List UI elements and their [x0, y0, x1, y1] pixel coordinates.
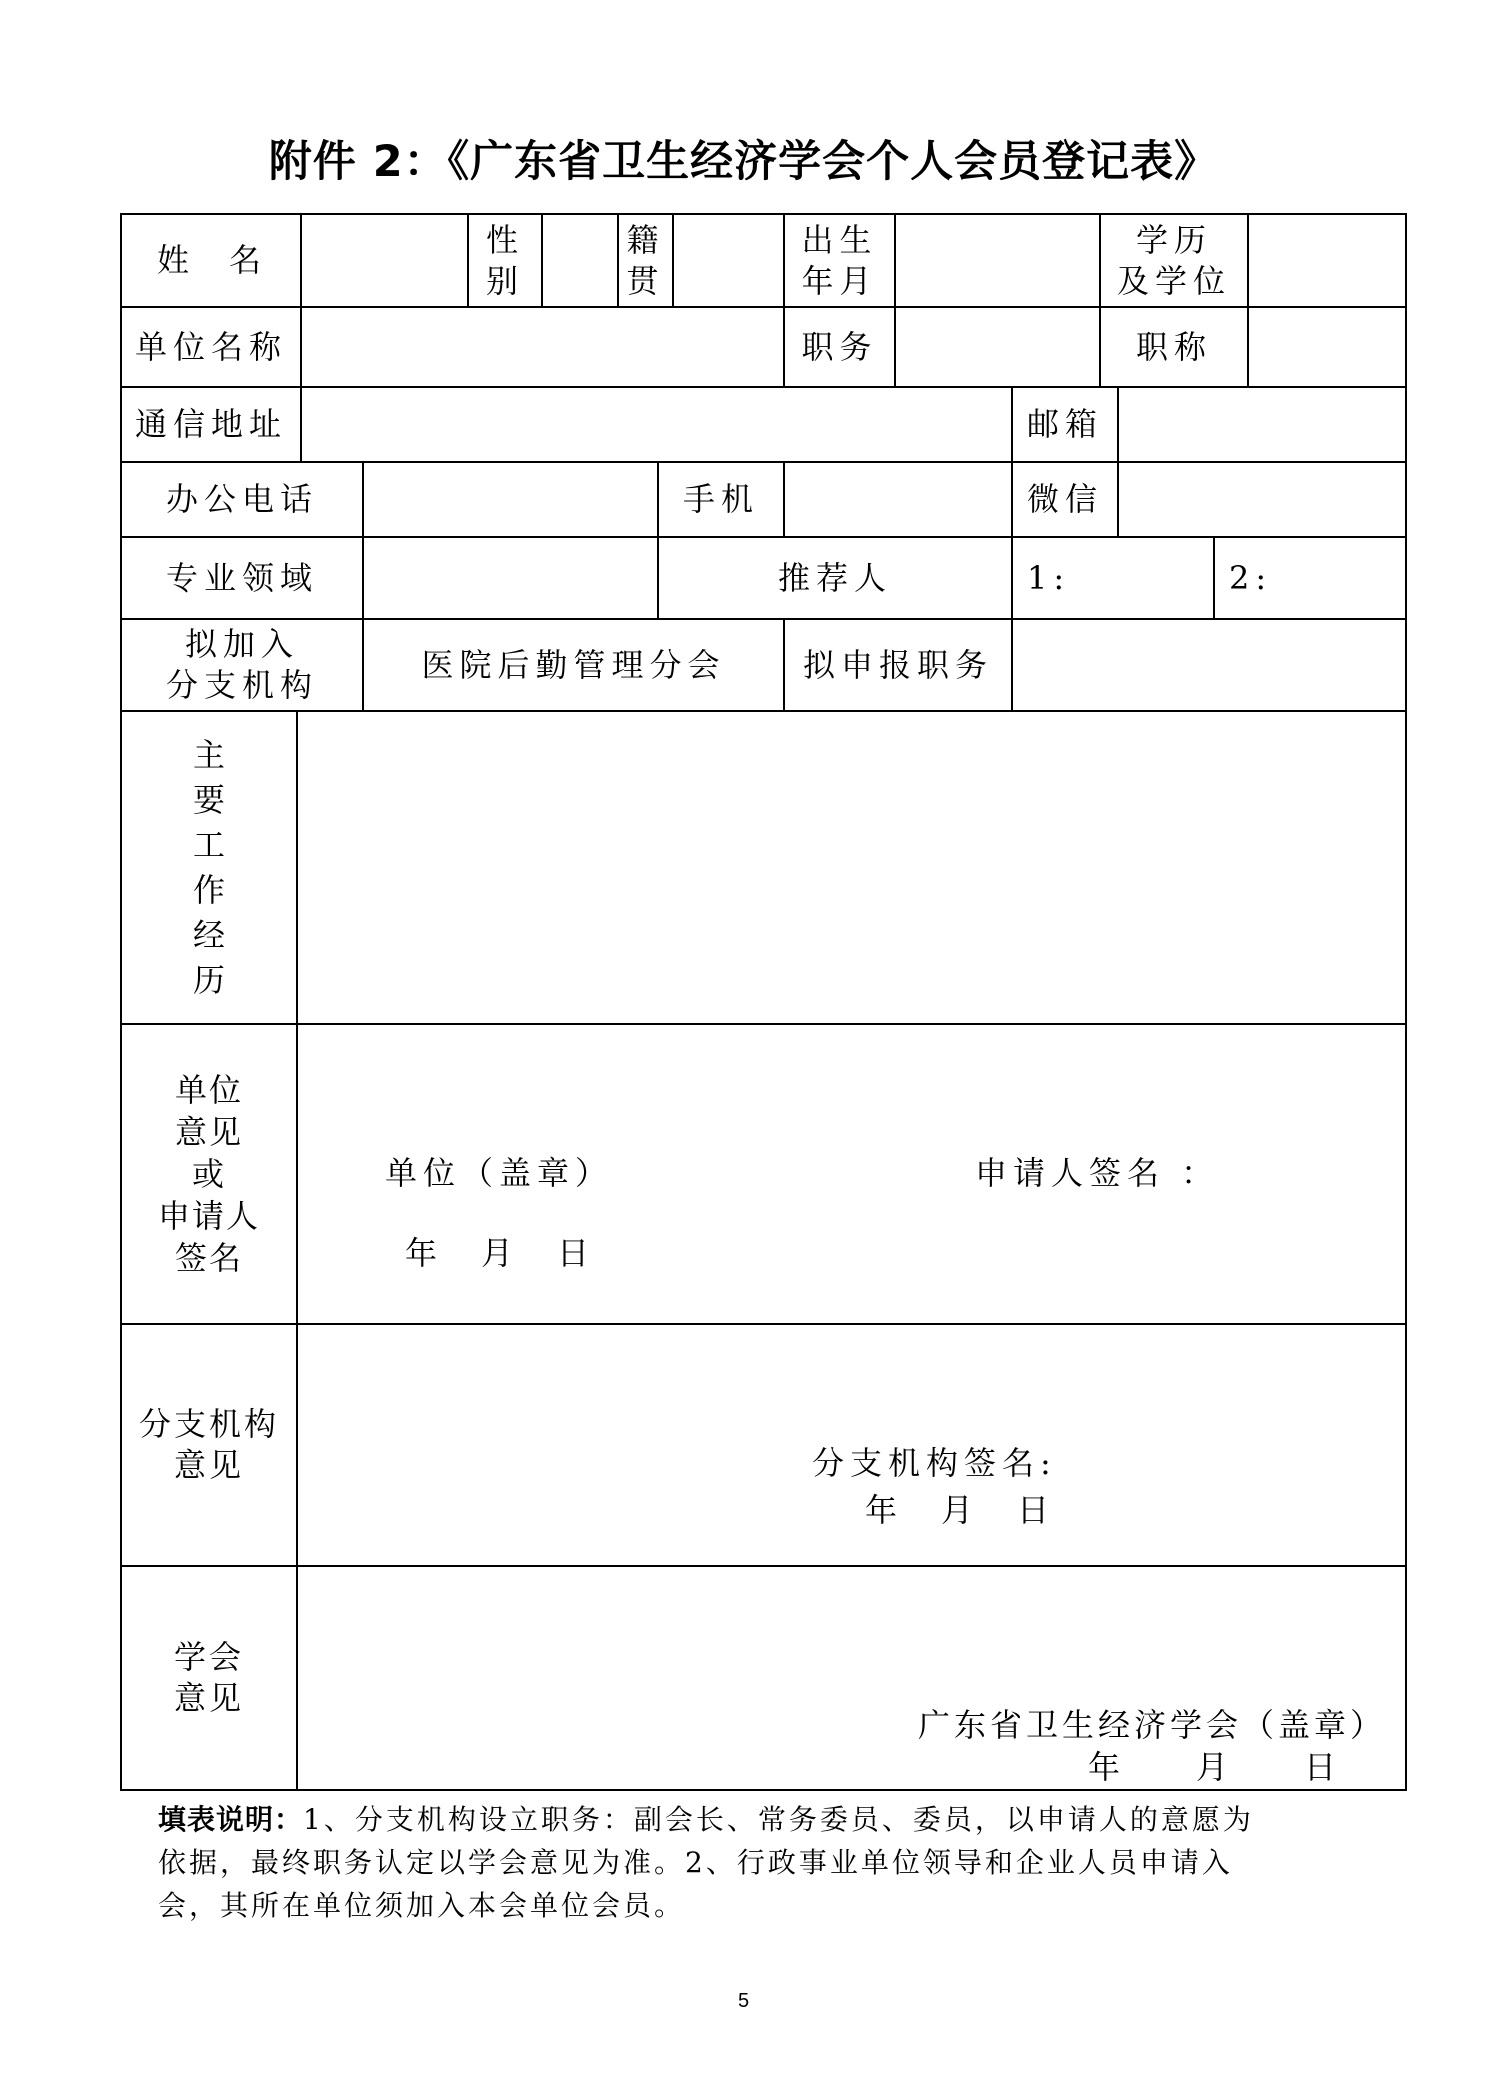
- unit-opinion-label: 单位 意见 或 申请人 签名: [157, 1071, 260, 1277]
- branch-date-text: 年 月 日: [865, 1491, 1056, 1529]
- unit-date-text: 年 月 日: [405, 1234, 596, 1272]
- birth-label: 出生 年月: [801, 220, 878, 300]
- title-rank-input[interactable]: [1249, 308, 1405, 386]
- applicant-sign-text: 申请人签名 ：: [975, 1154, 1220, 1192]
- society-opinion-label: 学会 意见: [173, 1638, 244, 1717]
- society-date-text: 年 月 日: [1088, 1748, 1341, 1786]
- gender-input[interactable]: [543, 215, 617, 306]
- rule-right: [1405, 213, 1407, 1791]
- address-input[interactable]: [302, 388, 1011, 461]
- branch-label: 拟加入 分支机构: [165, 625, 318, 704]
- fill-instructions: [158, 1798, 1268, 1927]
- unit-seal-text: 单位（盖章）: [385, 1154, 614, 1192]
- rule-row8: [120, 1323, 1407, 1325]
- native-place-label: 籍 贯: [626, 220, 665, 300]
- office-phone-input[interactable]: [364, 463, 657, 536]
- experience-label: 主 要 工 作 经 历: [192, 736, 225, 999]
- registration-form: [120, 213, 1407, 1791]
- gender-label: 性 别: [485, 220, 524, 300]
- society-seal-text: 广东省卫生经济学会（盖章）: [918, 1706, 1387, 1744]
- branch-opinion-label: 分支机构 意见: [138, 1405, 279, 1484]
- notes-body: 1、分支机构设立职务：副会长、常务委员、委员，以申请人的意愿为依据，最终职务认定以学会意见为准。2、行政事业单位领导和企业人员申请入会，其所在单位须加入本会单位会员。: [158, 1803, 1254, 1922]
- address-label: 通信地址: [134, 405, 287, 443]
- unit-input[interactable]: [302, 308, 783, 386]
- education-label: 学历 及学位: [1116, 220, 1231, 300]
- branch-sign-text: 分支机构签名:: [812, 1444, 1057, 1482]
- field-input[interactable]: [364, 538, 657, 618]
- birth-input[interactable]: [896, 215, 1099, 306]
- experience-input[interactable]: [298, 712, 1405, 1023]
- recommender-label: 推荐人: [777, 558, 892, 597]
- form-title: 附件 2：《广东省卫生经济学会个人会员登记表》: [268, 137, 1219, 187]
- rule-row7: [120, 1023, 1407, 1025]
- unit-label: 单位名称: [134, 327, 287, 366]
- email-input[interactable]: [1119, 388, 1405, 461]
- office-phone-label: 办公电话: [165, 480, 318, 518]
- position-label: 职务: [801, 327, 878, 366]
- mobile-label: 手机: [682, 480, 759, 518]
- name-input[interactable]: [302, 215, 467, 306]
- email-label: 邮箱: [1026, 405, 1103, 443]
- rule-row9: [120, 1565, 1407, 1567]
- page-number: 5: [737, 1990, 750, 2012]
- apply-position-label: 拟申报职务: [802, 645, 993, 684]
- notes-heading: 填表说明：: [158, 1803, 304, 1836]
- wechat-input[interactable]: [1119, 463, 1405, 536]
- recommender-1-input[interactable]: 1:: [1027, 558, 1071, 597]
- recommender-2-input[interactable]: 2:: [1229, 558, 1273, 597]
- position-input[interactable]: [896, 308, 1099, 386]
- native-place-input[interactable]: [674, 215, 783, 306]
- apply-position-input[interactable]: [1013, 620, 1405, 710]
- education-input[interactable]: [1249, 215, 1405, 306]
- wechat-label: 微信: [1026, 480, 1103, 518]
- title-rank-label: 职称: [1135, 327, 1212, 366]
- mobile-input[interactable]: [785, 463, 1011, 536]
- rule-bottom: [120, 1789, 1407, 1791]
- name-label: 姓 名: [156, 241, 265, 279]
- field-label: 专业领域: [165, 558, 318, 597]
- branch-value[interactable]: 医院后勤管理分会: [421, 645, 726, 684]
